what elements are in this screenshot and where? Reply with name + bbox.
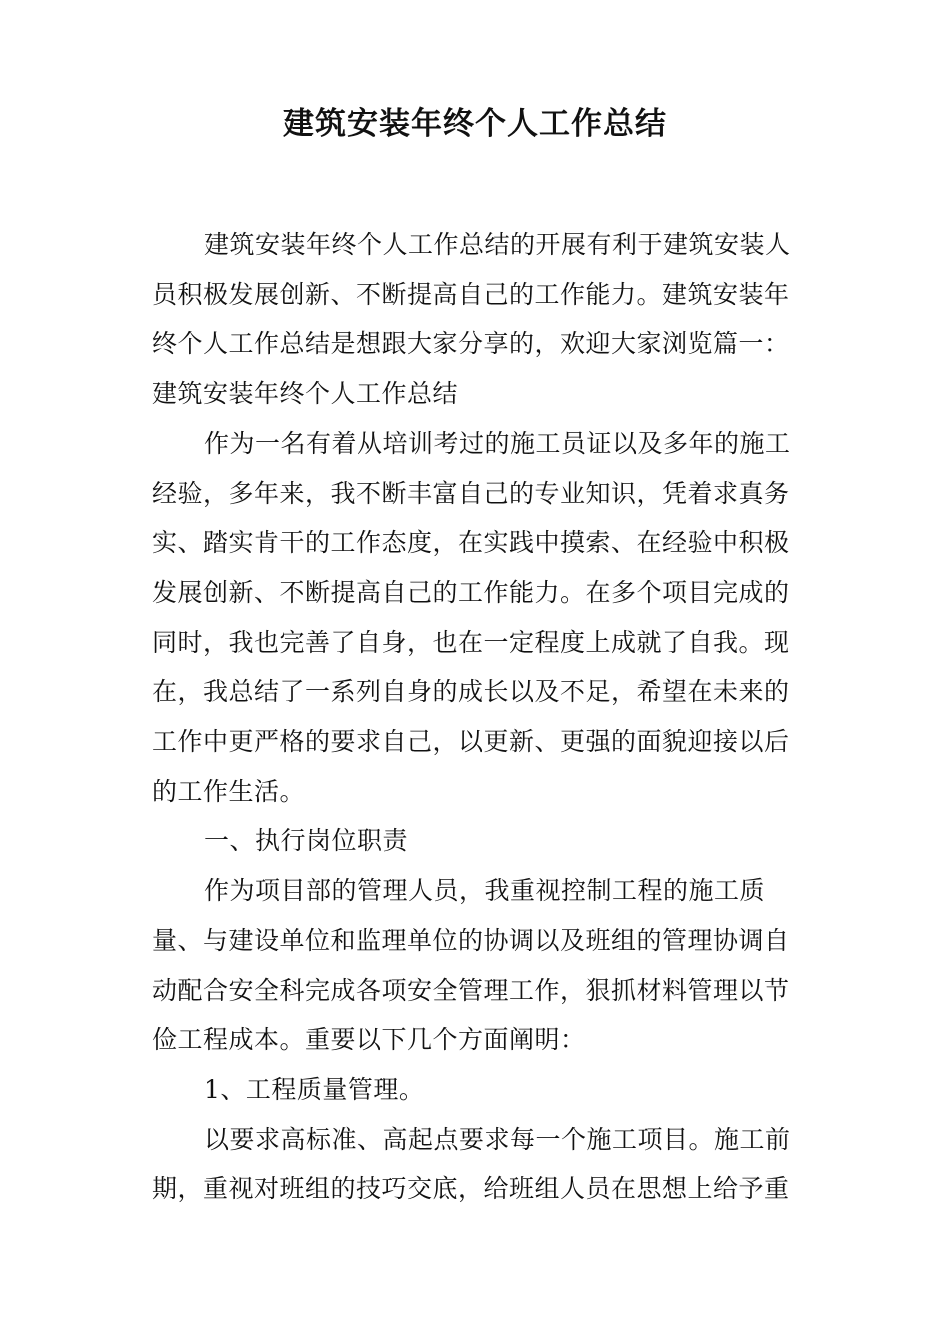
paragraph-duties: 作为项目部的管理人员，我重视控制工程的施工质量、与建设单位和监理单位的协调以及班组的管理协调自动配合安全科完成各项安全管理工作，狠抓材料管理以节俭工程成本。重要以下几个方面阐明：: [152, 876, 790, 1055]
paragraph-quality: 以要求高标准、高起点要求每一个施工项目。施工前期，重视对班组的技巧交底，给班组人员在思想上给予重: [152, 1124, 791, 1204]
paragraph-intro: 建筑安装年终个人工作总结的开展有利于建筑安装人员积极发展创新、不断提高自己的工作能力。建筑安装年终个人工作总结是想跟大家分享的，欢迎大家浏览篇一：: [152, 230, 791, 359]
document-title: 建筑安装年终个人工作总结: [283, 106, 667, 142]
subheading-quality: 1、工程质量管理。: [204, 1074, 425, 1104]
document-body: [152, 220, 812, 1214]
paragraph-experience: 作为一名有着从培训考过的施工员证以及多年的施工经验，多年来，我不断丰富自己的专业知识，凭着求真务实、踏实肯干的工作态度，在实践中摸索、在经验中积极发展创新、不断提高自己的工作能力。在多个项目完成的同时，我也完善了自身，也在一定程度上成就了自我。现在，我总结了一系列自身的成长以及不足，希望在未来的工作中更严格的要求自己，以更新、更强的面貌迎接以后的工作生活。: [152, 428, 791, 806]
paragraph-subtitle: 建筑安装年终个人工作总结: [152, 379, 459, 409]
section-heading-duties: 一、执行岗位职责: [204, 826, 409, 856]
